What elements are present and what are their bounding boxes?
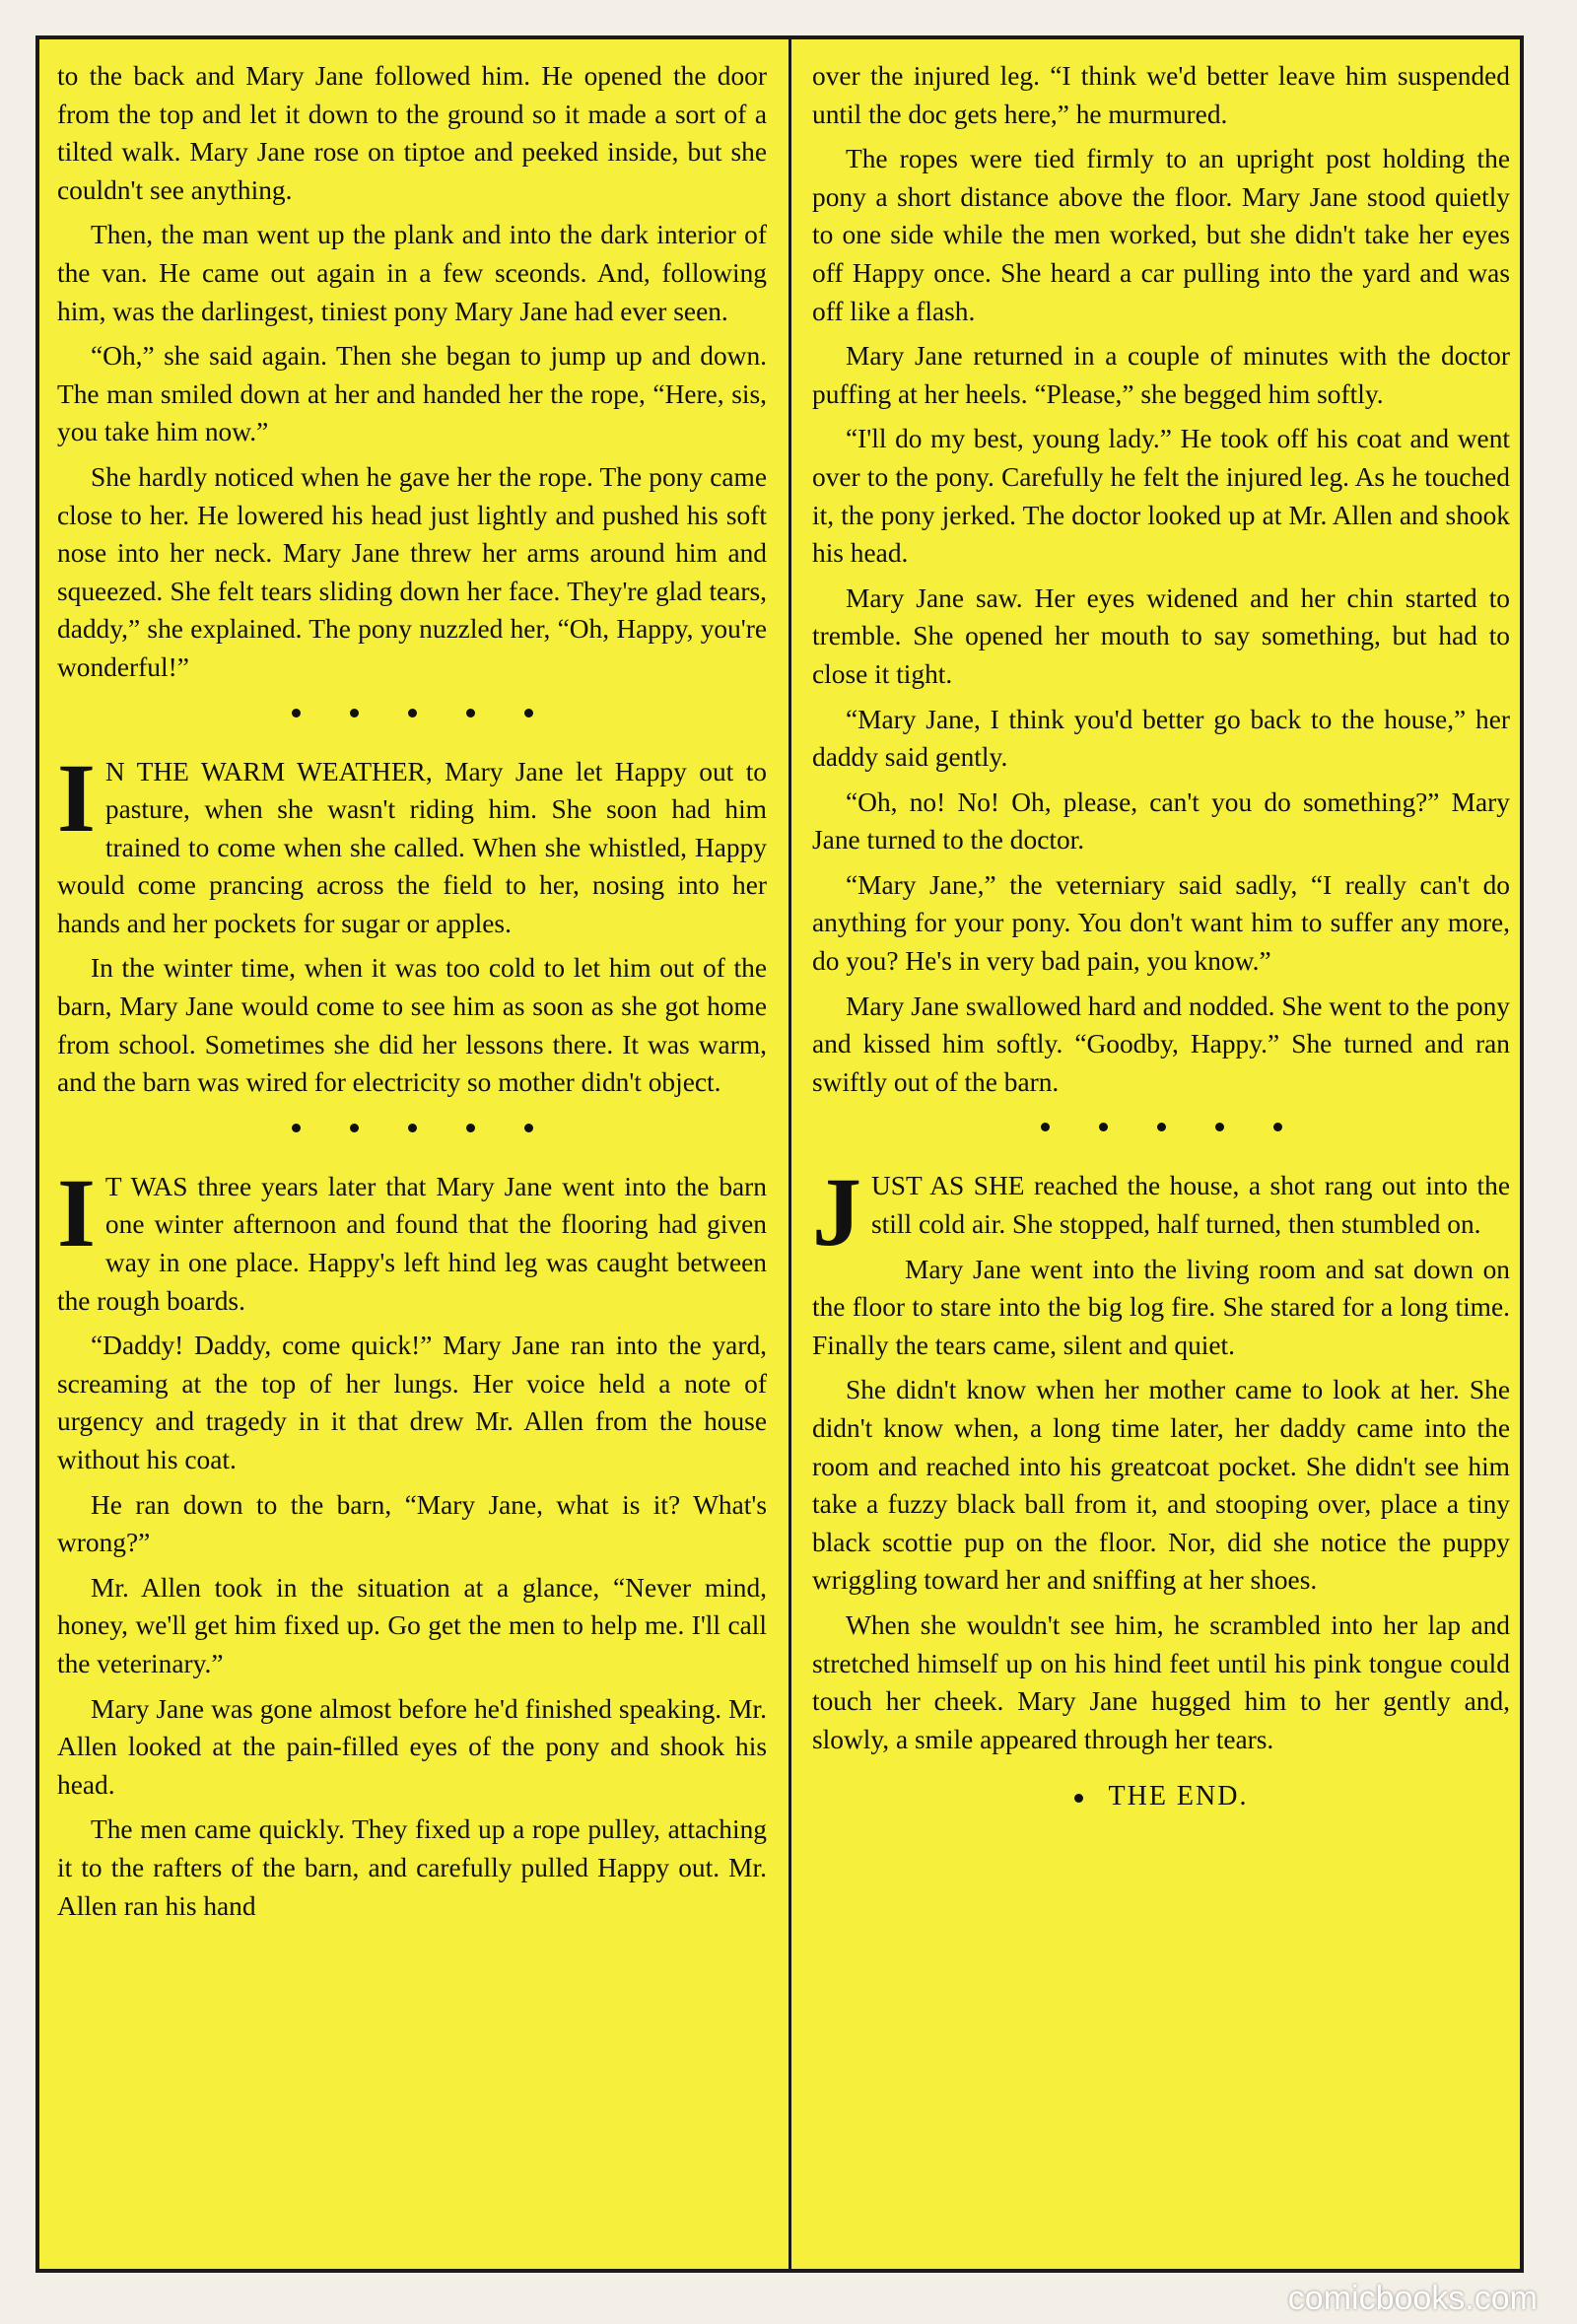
- bullet-dot: [466, 709, 475, 718]
- paragraph-text: N THE WARM WEATHER, Mary Jane let Happy out to pasture, when she wasn't riding him. She soon had him trained to come when she called. When she whistled, Happy would come prancing across the field to her, nosing into her hands and her pockets for sugar or apples.: [57, 756, 767, 938]
- paragraph: The men came quickly. They fixed up a rope pulley, attaching it to the rafters of the barn, and carefully pulled Happy out. Mr. Allen ran his hand: [57, 1814, 767, 1921]
- the-end-label: THE END.: [1108, 1781, 1249, 1812]
- story-page: [35, 35, 1524, 2273]
- bullet-dot: [524, 1124, 533, 1132]
- bullet-dot: [292, 1124, 301, 1132]
- section-paragraph: [57, 742, 767, 943]
- bullet-dot: [524, 709, 533, 718]
- paragraph: She hardly noticed when he gave her the rope. The pony came close to her. He lowered his head just lightly and pushed his soft nose into her neck. Mary Jane threw her arms around him and squeezed. She felt tears sliding down her face. They're glad tears, daddy,” she explained. The pony nuzzled her, “Oh, Happy, you're wonderful!”: [57, 461, 767, 682]
- paragraph: Then, the man went up the plank and into the dark interior of the van. He came out again in a few sceonds. And, following him, was the darlingest, tiniest pony Mary Jane had ever seen.: [57, 220, 767, 326]
- paragraph: Mary Jane returned in a couple of minutes with the doctor puffing at her heels. “Please,” she begged him softly.: [812, 341, 1510, 409]
- bullet-dot: [408, 709, 417, 718]
- bullet-dot: [1157, 1123, 1166, 1131]
- right-column: [812, 57, 1510, 2259]
- left-column: [57, 57, 767, 2259]
- paragraph: Mr. Allen took in the situation at a glance, “Never mind, honey, we'll get him fixed up. Go get the men to help me. I'll call the veterinary.”: [57, 1572, 767, 1678]
- drop-cap: I: [57, 742, 96, 853]
- paragraph-text: T WAS three years later that Mary Jane went into the barn one winter afternoon and found that the flooring had given way in one place. Happy's left hind leg was caught between the rough boards.: [57, 1171, 767, 1316]
- bullet-dot: [350, 709, 359, 718]
- section-paragraph: [57, 1157, 767, 1320]
- paragraph: Mary Jane was gone almost before he'd finished speaking. Mr. Allen looked at the pain-filled eyes of the pony and shook his head.: [57, 1693, 767, 1800]
- paragraph: Mary Jane saw. Her eyes widened and her chin started to tremble. She opened her mouth to say something, but had to close it tight.: [812, 582, 1510, 689]
- section-break: [57, 1124, 767, 1132]
- paragraph: The ropes were tied firmly to an upright post holding the pony a short distance above the floor. Mary Jane stood quietly to one side while the men worked, but she didn't take her eyes off Happy once. She heard a car pulling into the yard and was off like a flash.: [812, 144, 1510, 326]
- paragraph: “Mary Jane,” the veterniary said sadly, “I really can't do anything for your pony. You don't want him to suffer any more, do you? He's in very bad pain, you know.”: [812, 869, 1510, 977]
- paragraph-text: UST AS SHE reached the house, a shot rang out into the still cold air. She stopped, half turned, then stumbled on.: [871, 1171, 1510, 1240]
- paragraph: “Mary Jane, I think you'd better go back to the house,” her daddy said gently.: [812, 704, 1510, 773]
- paragraph: He ran down to the barn, “Mary Jane, what is it? What's wrong?”: [57, 1489, 767, 1558]
- bullet-dot: [1215, 1123, 1224, 1131]
- paragraph: She didn't know when her mother came to look at her. She didn't know when, a long time later, her daddy came into the room and reached into his greatcoat pocket. She didn't see him take a fuzzy black ball from it, and stooping over, place a tiny black scottie pup on the floor. Nor, did she notice the puppy wriggling toward her and sniffing at her shoes.: [812, 1375, 1510, 1596]
- column-divider: [788, 39, 791, 2269]
- paragraph: “Oh,” she said again. Then she began to jump up and down. The man smiled down at her and handed her the rope, “Here, sis, you take him now.”: [57, 341, 767, 447]
- bullet-dot: [1099, 1123, 1108, 1131]
- paragraph: “Oh, no! No! Oh, please, can't you do something?” Mary Jane turned to the doctor.: [812, 786, 1510, 855]
- drop-cap: J: [812, 1157, 861, 1267]
- bullet-dot: [1041, 1123, 1050, 1131]
- paragraph: “I'll do my best, young lady.” He took off his coat and went over to the pony. Carefully he felt the injured leg. As he touched it, the pony jerked. The doctor looked up at Mr. Allen and shook his head.: [812, 424, 1510, 569]
- paragraph: When she wouldn't see him, he scrambled into her lap and stretched himself up on his hind feet until his pink tongue could touch her cheek. Mary Jane hugged him to her gently and, slowly, a smile appeared through her tears.: [812, 1609, 1510, 1754]
- section-break: [812, 1123, 1510, 1131]
- section-paragraph: [812, 1157, 1510, 1267]
- paragraph: “Daddy! Daddy, come quick!” Mary Jane ran into the yard, screaming at the top of her lungs. Her voice held a note of urgency and tragedy in it that drew Mr. Allen from the house without his coat.: [57, 1331, 767, 1474]
- paragraph: Mary Jane swallowed hard and nodded. She went to the pony and kissed him softly. “Goodby, Happy.” She turned and ran swiftly out of the barn.: [812, 991, 1510, 1097]
- paragraph: In the winter time, when it was too cold to let him out of the barn, Mary Jane would come to see him as soon as she got home from school. Sometimes she did her lessons there. It was warm, and the barn was wired for electricity so mother didn't object.: [57, 953, 767, 1098]
- bullet-dot: [350, 1124, 359, 1132]
- section-break: [57, 709, 767, 718]
- bullet-dot: [466, 1124, 475, 1132]
- paragraph: over the injured leg. “I think we'd better leave him suspended until the doc gets here,” he murmured.: [812, 61, 1510, 129]
- bullet-dot: [292, 709, 301, 718]
- bullet-dot: [408, 1124, 417, 1132]
- paragraph: to the back and Mary Jane followed him. He opened the door from the top and let it down to the ground so it made a sort of a tilted walk. Mary Jane rose on tiptoe and peeked inside, but she couldn't see anything.: [57, 61, 767, 205]
- bullet-dot: [1273, 1123, 1282, 1131]
- drop-cap: I: [57, 1157, 96, 1267]
- watermark: comicbooks.com: [1287, 2280, 1538, 2317]
- bullet-dot: [1074, 1794, 1083, 1803]
- story-end: [812, 1778, 1510, 1816]
- paragraph: Mary Jane went into the living room and sat down on the floor to stare into the big log fire. She stared for a long time. Finally the tears came, silent and quiet.: [812, 1254, 1510, 1360]
